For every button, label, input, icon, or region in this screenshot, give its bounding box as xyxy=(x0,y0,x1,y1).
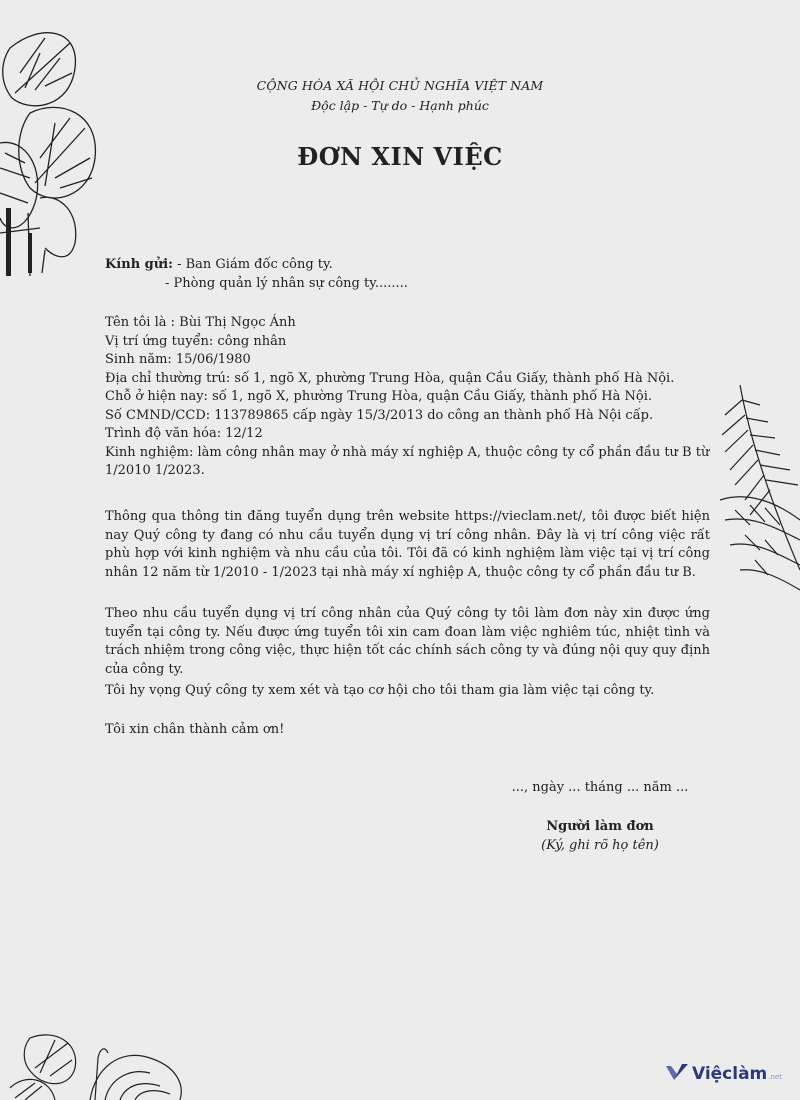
info-line: Tên tôi là : Bùi Thị Ngọc Ánh xyxy=(105,315,296,330)
plant-leaf-icon xyxy=(10,1028,190,1100)
info-line: Trình độ văn hóa: 12/12 xyxy=(105,426,263,441)
info-line: 1/2010 1/2023. xyxy=(105,463,205,478)
recipient-line-1 xyxy=(105,256,710,275)
info-line: Địa chỉ thường trú: số 1, ngõ X, phường Trung Hòa, quận Cầu Giấy, thành phố Hà Nội. xyxy=(105,370,675,386)
paragraph-intro: Thông qua thông tin đăng tuyển dụng trên website https://vieclam.net/, tôi được biết hiện nay Quý công ty đang có nhu cầu tuyển dụng vị trí công nhân. Đây là vị trí công việc rất phù hợp với kinh nghiệm và nhu cầu của tôi. Tôi đã có kinh nghiệm làm việc tại vị trí công nhân 12 năm từ 1/2010 - 1/2023 tại nhà máy xí nghiệp A, thuộc công ty cổ phần đầu tư B. xyxy=(105,509,710,580)
logo-text: Việclàm xyxy=(691,1064,768,1084)
national-motto: Độc lập - Tự do - Hạnh phúc xyxy=(311,98,489,113)
recipient-2: - Phòng quản lý nhân sự công ty........ xyxy=(165,275,408,291)
personal-info-block xyxy=(105,314,710,481)
recipients-block xyxy=(105,256,710,293)
info-line: Chỗ ở hiện nay: số 1, ngõ X, phường Trung Hòa, quận Cầu Giấy, thành phố Hà Nội. xyxy=(105,389,652,404)
signature-title: Người làm đơn xyxy=(546,819,654,834)
national-title: CỘNG HÒA XÃ HỘI CHỦ NGHĨA VIỆT NAM xyxy=(256,78,544,93)
info-line: Số CMND/CCD: 113789865 cấp ngày 15/3/2013 do công an thành phố Hà Nội cấp. xyxy=(105,407,654,423)
paragraph-commitment: Theo nhu cầu tuyển dụng vị trí công nhân của Quý công ty tôi làm đơn này xin được ứng tuyển tại công ty. Nếu được ứng tuyển tôi xin cam đoan làm việc nghiêm túc, nhiệt tình và trách nhiệm trong công việc, thực hiện tốt các chính sách công ty và đúng nội quy quy định của công ty. xyxy=(105,606,710,677)
recipient-label: Kính gửi: xyxy=(105,257,173,272)
info-line: Sinh năm: 15/06/1980 xyxy=(105,352,251,367)
document-title: ĐƠN XIN VIỆC xyxy=(297,142,503,171)
info-line: Vị trí ứng tuyển: công nhân xyxy=(105,333,287,349)
vieclam-logo xyxy=(666,1064,782,1084)
signature-note: (Ký, ghi rõ họ tên) xyxy=(541,838,659,853)
signature-date: ..., ngày ... tháng ... năm ... xyxy=(511,780,689,795)
paragraph-thanks: Tôi xin chân thành cảm ơn! xyxy=(105,722,285,737)
paragraph-hope: Tôi hy vọng Quý công ty xem xét và tạo cơ hội cho tôi tham gia làm việc tại công ty. xyxy=(105,683,655,698)
vieclam-logo-icon xyxy=(666,1064,688,1084)
info-line: Kinh nghiệm: làm công nhân may ở nhà máy xí nghiệp A, thuộc công ty cổ phần đầu tư B từ xyxy=(105,444,710,460)
fern-leaf-icon xyxy=(720,380,800,600)
logo-suffix: .net xyxy=(768,1073,782,1081)
recipient-1: - Ban Giám đốc công ty. xyxy=(172,257,333,272)
